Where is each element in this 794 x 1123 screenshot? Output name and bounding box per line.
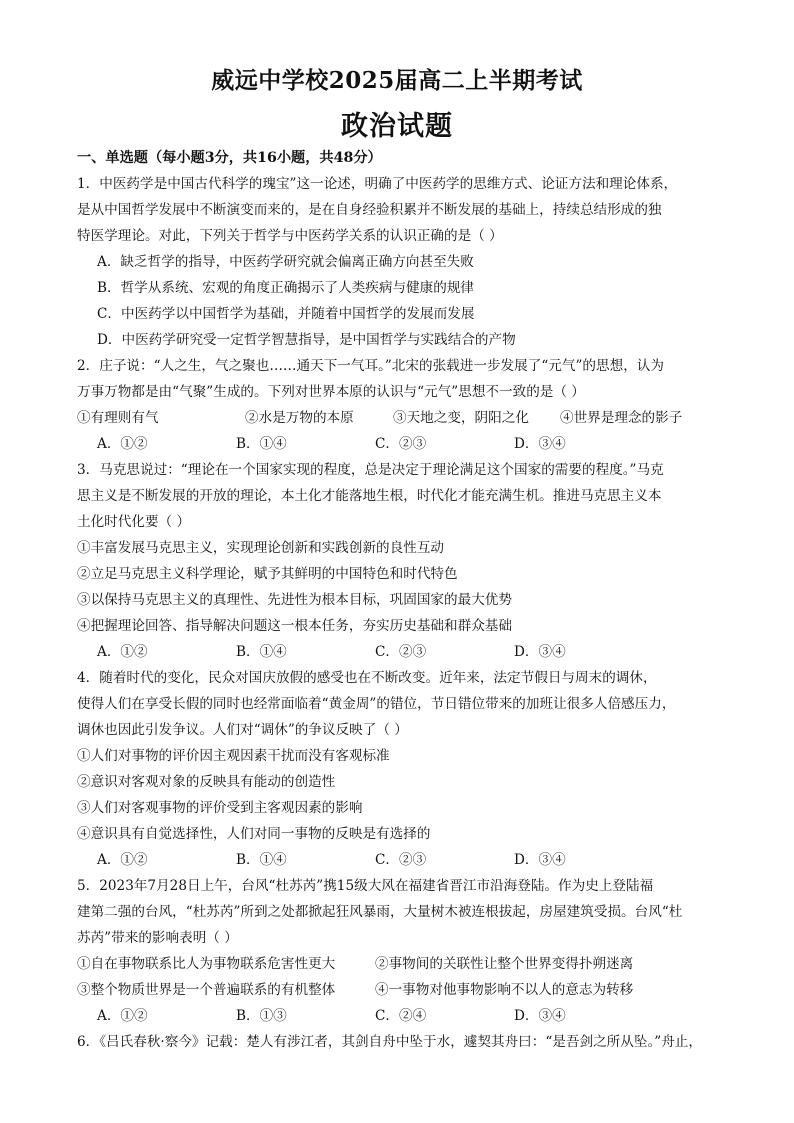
option-b: B．①④ xyxy=(236,436,287,452)
statement-row xyxy=(77,951,721,977)
option-d: D．中医药学研究受一定哲学智慧指导，是中国哲学与实践结合的产物 xyxy=(97,332,516,348)
question-5 xyxy=(77,873,721,1029)
option-c: C．②③ xyxy=(375,436,427,452)
option-row xyxy=(77,1003,721,1029)
option-b: B．①④ xyxy=(236,852,287,868)
statement-1: ①自在事物联系比人为事物联系危害性更大 xyxy=(77,956,336,972)
option-c: C．中医药学以中国哲学为基础，并随着中国哲学的发展而发展 xyxy=(97,306,475,322)
option-row xyxy=(77,639,721,665)
statement-row xyxy=(77,977,721,1003)
question-4 xyxy=(77,665,721,873)
statement-4: ④一事物对他事物影响不以人的意志为转移 xyxy=(375,982,634,998)
statement-2: ②事物间的关联性让整个世界变得扑朔迷离 xyxy=(375,956,634,972)
question-1 xyxy=(77,171,721,353)
option-c: C．②④ xyxy=(375,1008,427,1024)
statement-2: ②立足马克思主义科学理论，赋予其鲜明的中国特色和时代特色 xyxy=(77,566,458,582)
option-d: D．③④ xyxy=(514,852,566,868)
statement-3: ③人们对客观事物的评价受到主客观因素的影响 xyxy=(77,800,363,816)
question-text-line: 万事万物都是由“气聚”生成的。下列对世界本原的认识与“元气”思想不一致的是（ ） xyxy=(77,384,585,400)
option-row xyxy=(77,847,721,873)
option-a: A．①② xyxy=(97,852,148,868)
question-text-line: 调休也因此引发争议。人们对“调休”的争议反映了（ ） xyxy=(77,722,408,738)
question-3 xyxy=(77,457,721,665)
statement-3: ③整个物质世界是一个普遍联系的有机整体 xyxy=(77,982,336,998)
option-c: C．②③ xyxy=(375,852,427,868)
option-d: D．③④ xyxy=(514,644,566,660)
option-c: C．②③ xyxy=(375,644,427,660)
option-a: A．缺乏哲学的指导，中医药学研究就会偏离正确方向甚至失败 xyxy=(97,254,474,270)
option-a: A．①② xyxy=(97,644,148,660)
question-6 xyxy=(77,1029,721,1055)
statement-4: ④世界是理念的影子 xyxy=(560,410,683,426)
option-d: D．③④ xyxy=(514,436,566,452)
statement-3: ③天地之变，阴阳之化 xyxy=(393,410,529,426)
option-b: B．哲学从系统、宏观的角度正确揭示了人类疾病与健康的规律 xyxy=(97,280,475,296)
question-text-line: 6．《吕氏春秋·察今》记载：楚人有涉江者，其剑自舟中坠于水，遽契其舟曰：“是吾剑之所从坠。”舟止， xyxy=(77,1034,702,1050)
statement-4: ④意识具有自觉选择性，人们对同一事物的反映是有选择的 xyxy=(77,826,431,842)
question-text-line: 特医学理论。对此，下列关于哲学与中医药学关系的认识正确的是（ ） xyxy=(77,228,503,244)
option-b: B．①③ xyxy=(236,1008,287,1024)
statement-4: ④把握理论回答、指导解决问题这一根本任务，夯实历史基础和群众基础 xyxy=(77,618,512,634)
exam-content xyxy=(77,145,721,1055)
option-a: A．①② xyxy=(97,436,148,452)
statement-row xyxy=(77,405,721,431)
question-text-line: 4．随着时代的变化，民众对国庆放假的感受也在不断改变。近年来，法定节假日与周末的调休， xyxy=(77,670,657,686)
question-text-line: 2．庄子说：“人之生，气之聚也……通天下一气耳。”北宋的张载进一步发展了“元气”的思想，认为 xyxy=(77,358,664,374)
option-b: B．①④ xyxy=(236,644,287,660)
option-row xyxy=(77,431,721,457)
question-text-line: 是从中国哲学发展中不断演变而来的，是在自身经验积累并不断发展的基础上，持续总结形成的独 xyxy=(77,202,662,218)
statement-3: ③以保持马克思主义的真理性、先进性为根本目标，巩固国家的最大优势 xyxy=(77,592,512,608)
exam-subject: 政治试题 xyxy=(341,111,453,142)
question-text-line: 建第二强的台风，“杜苏芮”所到之处都掀起狂风暴雨，大量树木被连根拔起，房屋建筑受损。台风“杜 xyxy=(77,904,683,920)
question-text-line: 使得人们在享受长假的同时也经常面临着“黄金周”的错位，节日错位带来的加班让很多人倍感压力， xyxy=(77,696,676,712)
question-text-line: 5．2023年7月28日上午，台风“杜苏芮”携15级大风在福建省晋江市沿海登陆。作为史上登陆福 xyxy=(77,878,654,894)
statement-2: ②意识对客观对象的反映具有能动的创造性 xyxy=(77,774,336,790)
exam-title: 威远中学校2025届高二上半期考试 xyxy=(211,67,583,94)
question-text-line: 思主义是不断发展的开放的理论，本土化才能落地生根，时代化才能充满生机。推进马克思主义本 xyxy=(77,488,662,504)
statement-1: ①有理则有气 xyxy=(77,410,159,426)
question-2 xyxy=(77,353,721,457)
statement-1: ①人们对事物的评价因主观因素干扰而没有客观标准 xyxy=(77,748,390,764)
question-text-line: 3．马克思说过：“理论在一个国家实现的程度，总是决定于理论满足这个国家的需要的程度。”马克 xyxy=(77,462,664,478)
statement-1: ①丰富发展马克思主义，实现理论创新和实践创新的良性互动 xyxy=(77,540,445,556)
section-heading: 一、单选题（每小题3分，共16小题，共48分） xyxy=(77,150,382,166)
question-text-line: 土化时代化要（ ） xyxy=(77,514,191,530)
option-a: A．①② xyxy=(97,1008,148,1024)
statement-2: ②水是万物的本原 xyxy=(245,410,354,426)
question-text-line: 苏芮”带来的影响表明（ ） xyxy=(77,930,238,946)
option-d: D．③④ xyxy=(514,1008,566,1024)
question-text-line: 1．中医药学是中国古代科学的瑰宝”这一论述，明确了中医药学的思维方式、论证方法和理论体系， xyxy=(77,176,678,192)
